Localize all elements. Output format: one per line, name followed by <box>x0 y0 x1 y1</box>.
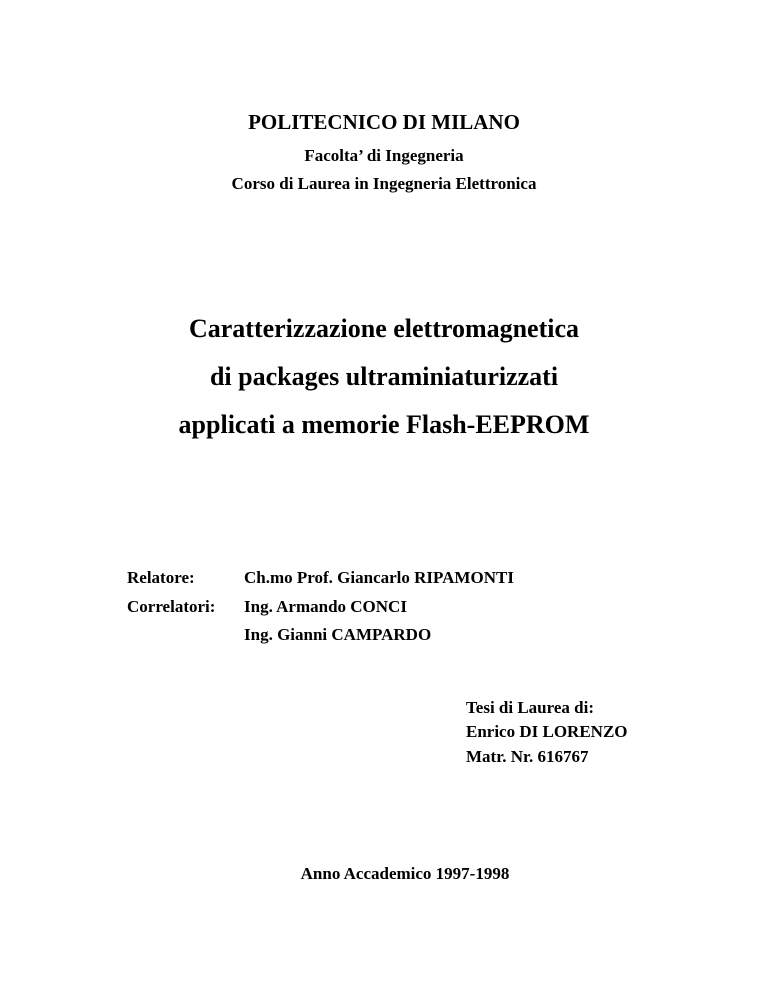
correlatore-name-1: Ing. Armando CONCI <box>244 597 407 616</box>
thesis-title-line-2: di packages ultraminiaturizzati <box>209 362 559 391</box>
relatore-label: Relatore: <box>127 568 195 587</box>
thesis-title-line-3: applicati a memorie Flash-EEPROM <box>178 410 590 439</box>
correlatori-label: Correlatori: <box>127 597 216 616</box>
correlatore-name-2: Ing. Gianni CAMPARDO <box>244 625 432 644</box>
course-name: Corso di Laurea in Ingegneria Elettronica <box>231 174 537 193</box>
thesis-author-label: Tesi di Laurea di: <box>466 698 595 717</box>
student-matricola: Matr. Nr. 616767 <box>466 747 589 766</box>
academic-year: Anno Accademico 1997-1998 <box>300 864 510 883</box>
university-name: POLITECNICO DI MILANO <box>248 110 520 134</box>
thesis-author-name: Enrico DI LORENZO <box>466 722 628 741</box>
faculty-name: Facolta’ di Ingegneria <box>304 146 464 165</box>
thesis-title-line-1: Caratterizzazione elettromagnetica <box>188 314 580 343</box>
relatore-name: Ch.mo Prof. Giancarlo RIPAMONTI <box>244 568 514 587</box>
